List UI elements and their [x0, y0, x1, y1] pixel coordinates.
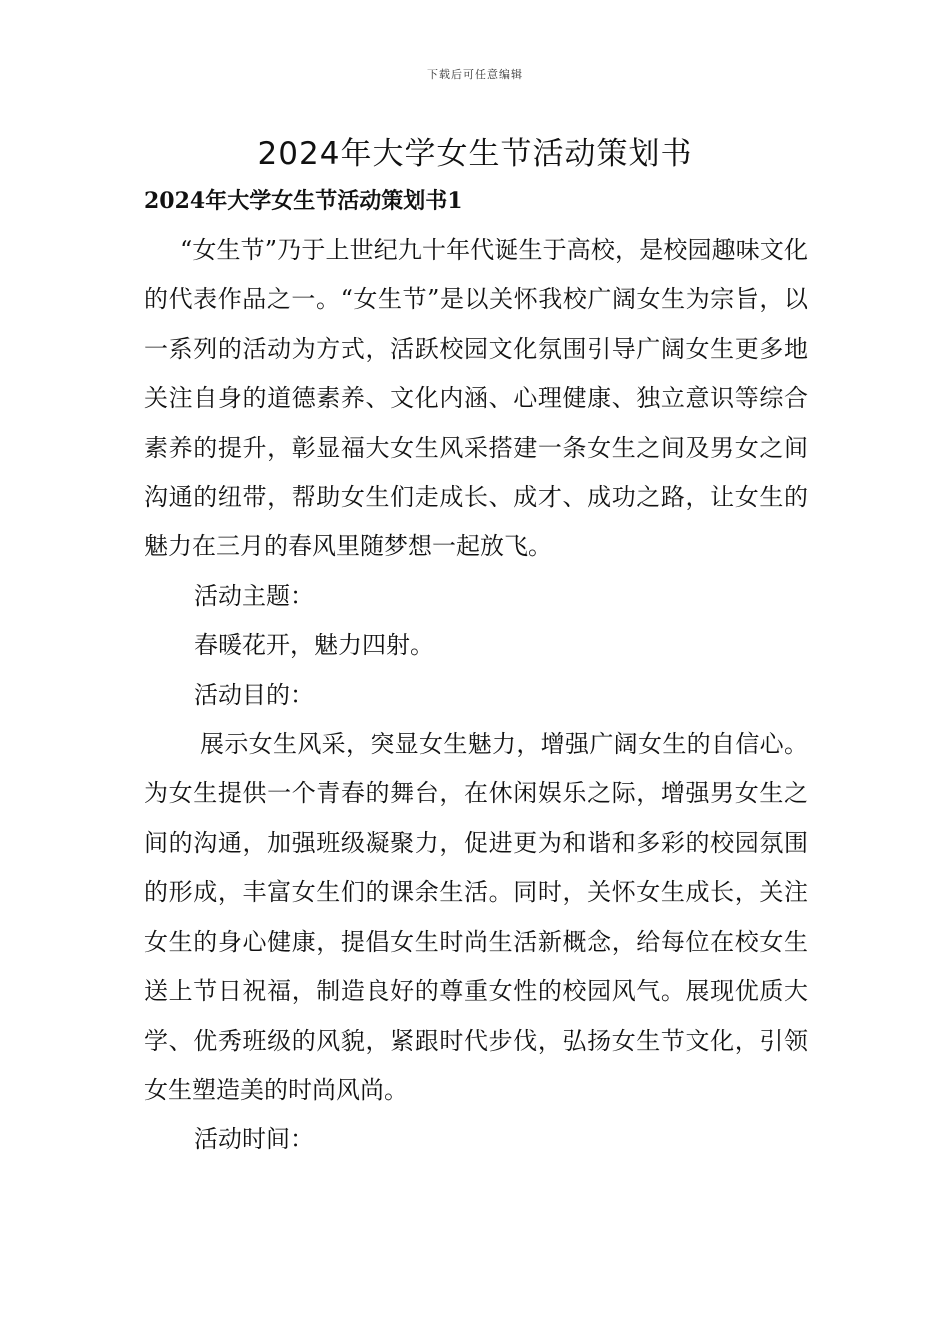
document-title: 2024年大学女生节活动策划书 — [257, 136, 693, 172]
purpose-paragraph: 展示女生风采，突显女生魅力，增强广阔女生的自信心。为女生提供一个青春的舞台，在休闲娱乐之际，增强男女生之间的沟通，加强班级凝聚力，促进更为和谐和多彩的校园氛围的形成，丰富女生们的课余生活。同时，关怀女生成长，关注女生的身心健康，提倡女生时尚生活新概念，给每位在校女生送上节日祝福，制造良好的尊重女性的校园风气。展现优质大学、优秀班级的风貌，紧跟时代步伐，弘扬女生节文化，引领女生塑造美的时尚风尚。 — [144, 730, 808, 1104]
time-label: 活动时间： — [194, 1125, 314, 1154]
header-note: 下载后可任意编辑 — [427, 68, 523, 81]
theme-value: 春暖花开，魅力四射。 — [194, 631, 434, 660]
theme-label: 活动主题： — [194, 581, 314, 610]
intro-paragraph: “女生节”乃于上世纪九十年代诞生于高校，是校园趣味文化的代表作品之一。“女生节”是以关怀我校广阔女生为宗旨，以一系列的活动为方式，活跃校园文化氛围引导广阔女生更多地关注自身的道德素养、文化内涵、心理健康、独立意识等综合素养的提升，彰显福大女生风采搭建一条女生之间及男女之间沟通的纽带，帮助女生们走成长、成才、成功之路，让女生的魅力在三月的春风里随梦想一起放飞。 — [144, 236, 808, 561]
section-heading: 2024年大学女生节活动策划书1 — [144, 188, 463, 214]
document-body — [144, 226, 808, 1165]
purpose-label: 活动目的： — [194, 680, 314, 709]
